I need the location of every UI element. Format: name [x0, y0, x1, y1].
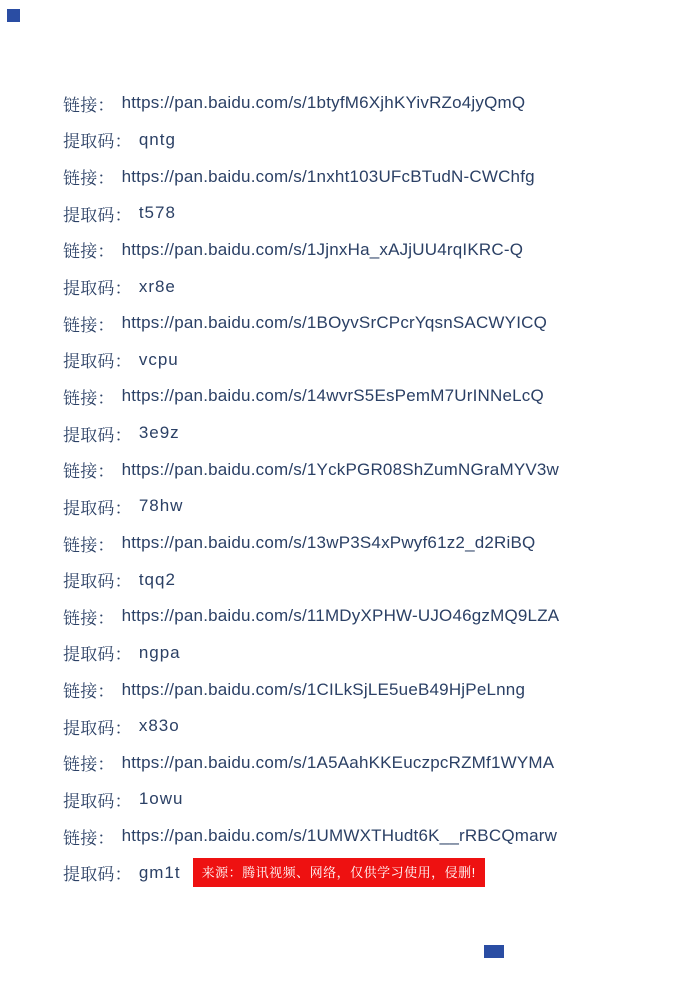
link-label: 链接：: [63, 95, 115, 115]
code-line: [63, 708, 559, 745]
code-label: 提取码：: [63, 352, 132, 372]
link-line: [63, 598, 559, 635]
link-url: https://pan.baidu.com/s/1YckPGR08ShZumNGraMYV3w: [121, 459, 560, 479]
link-label: 链接：: [63, 242, 115, 262]
link-label: 链接：: [63, 169, 115, 189]
link-url: https://pan.baidu.com/s/11MDyXPHW-UJO46gzMQ9LZA: [121, 606, 560, 626]
link-url: https://pan.baidu.com/s/1BOyvSrCPcrYqsnSACWYICQ: [121, 313, 548, 333]
link-url: https://pan.baidu.com/s/1A5AahKKEuczpcRZMf1WYMA: [121, 752, 555, 772]
link-line: [63, 232, 559, 269]
code-line: [63, 561, 559, 598]
code-label: 提取码：: [63, 132, 132, 152]
link-line: [63, 818, 559, 855]
code-line: [63, 122, 559, 159]
code-value: xr8e: [138, 276, 176, 296]
link-url: https://pan.baidu.com/s/1CILkSjLE5ueB49HjPeLnng: [121, 679, 526, 699]
code-line: [63, 415, 559, 452]
code-value: gm1t: [138, 862, 181, 882]
code-label: 提取码：: [63, 718, 132, 738]
code-line: [63, 341, 559, 378]
link-url: https://pan.baidu.com/s/1nxht103UFcBTudN-CWChfg: [121, 166, 535, 186]
link-url: https://pan.baidu.com/s/14wvrS5EsPemM7UrINNeLcQ: [121, 386, 544, 406]
link-label: 链接：: [63, 828, 115, 848]
source-disclaimer-badge: 来源：腾讯视频、网络，仅供学习使用，侵删!: [193, 858, 485, 887]
link-url: https://pan.baidu.com/s/1UMWXTHudt6K__rRBCQmarw: [121, 826, 558, 846]
link-url: https://pan.baidu.com/s/1JjnxHa_xAJjUU4rqIKRC-Q: [121, 239, 524, 259]
code-label: 提取码：: [63, 425, 132, 445]
code-value: ngpa: [138, 642, 181, 662]
link-line: [63, 525, 559, 562]
page-edge-artifact-bottom: [484, 945, 504, 958]
code-label: 提取码：: [63, 498, 132, 518]
code-value: t578: [138, 203, 176, 223]
link-line: [63, 305, 559, 342]
code-line: [63, 635, 559, 672]
link-label: 链接：: [63, 388, 115, 408]
code-line: [63, 488, 559, 525]
code-value: x83o: [138, 716, 180, 736]
link-url: https://pan.baidu.com/s/13wP3S4xPwyf61z2_d2RiBQ: [121, 533, 536, 552]
link-label: 链接：: [63, 608, 115, 628]
link-label: 链接：: [63, 315, 115, 335]
link-line: [63, 745, 559, 782]
code-label: 提取码：: [63, 645, 132, 665]
code-line: [63, 195, 559, 232]
link-label: 链接：: [63, 535, 115, 555]
links-list: [63, 85, 559, 891]
link-line: [63, 451, 559, 488]
code-value: 3e9z: [138, 423, 180, 443]
code-value: vcpu: [138, 349, 179, 369]
link-label: 链接：: [63, 682, 115, 702]
code-line: [63, 854, 559, 891]
link-url: https://pan.baidu.com/s/1btyfM6XjhKYivRZo4jyQmQ: [121, 93, 526, 113]
code-value: tqq2: [138, 569, 176, 589]
code-label: 提取码：: [63, 791, 132, 811]
code-value: 1owu: [138, 789, 184, 809]
link-line: [63, 671, 559, 708]
code-label: 提取码：: [63, 205, 132, 225]
code-value: qntg: [138, 129, 176, 149]
link-label: 链接：: [63, 462, 115, 482]
code-label: 提取码：: [63, 572, 132, 592]
code-value: 78hw: [138, 496, 184, 516]
link-line: [63, 85, 559, 122]
link-line: [63, 378, 559, 415]
code-label: 提取码：: [63, 865, 132, 885]
code-line: [63, 781, 559, 818]
code-label: 提取码：: [63, 279, 132, 299]
page-edge-artifact-top: [7, 9, 20, 22]
code-line: [63, 268, 559, 305]
link-line: [63, 158, 559, 195]
link-label: 链接：: [63, 755, 115, 775]
